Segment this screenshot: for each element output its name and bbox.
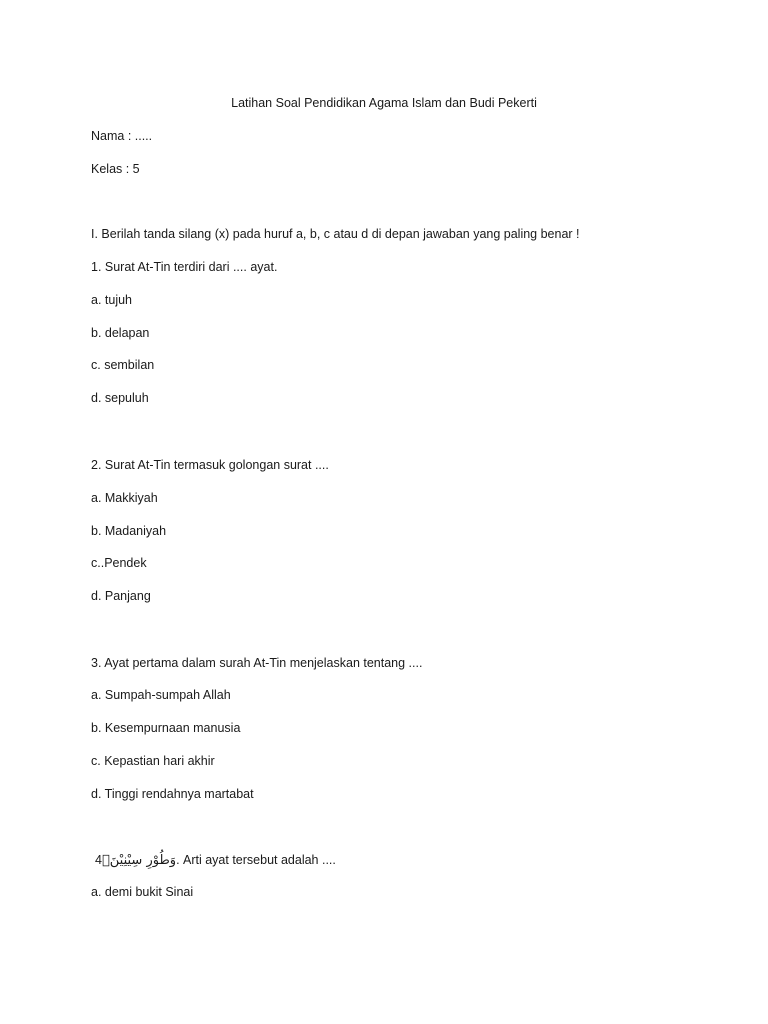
instruction-text: I. Berilah tanda silang (x) pada huruf a, b, c atau d di depan jawaban yang paling benar ! <box>91 227 580 241</box>
class-field: Kelas : 5 <box>91 162 140 176</box>
question-3-option-b: b. Kesempurnaan manusia <box>91 721 241 735</box>
question-1-option-a: a. tujuh <box>91 293 133 307</box>
document-title: Latihan Soal Pendidikan Agama Islam dan Budi Pekerti <box>231 96 537 110</box>
question-1-option-d: d. sepuluh <box>91 391 149 405</box>
question-4-arabic-verse: وَطُوْرِ سِيْنِيْنَۙ <box>101 853 177 868</box>
question-2: 2. Surat At-Tin termasuk golongan surat .... <box>91 458 329 472</box>
question-1-option-c: c. sembilan <box>91 358 155 372</box>
question-2-option-b: b. Madaniyah <box>91 524 167 538</box>
question-4-option-a: a. demi bukit Sinai <box>91 885 194 899</box>
question-3-option-c: c. Kepastian hari akhir <box>91 754 215 768</box>
question-1: 1. Surat At-Tin terdiri dari .... ayat. <box>91 260 278 274</box>
question-2-option-c: c..Pendek <box>91 556 147 570</box>
question-3-option-a: a. Sumpah-sumpah Allah <box>91 688 231 702</box>
question-4 <box>95 852 336 869</box>
question-3-option-d: d. Tinggi rendahnya martabat <box>91 787 254 801</box>
question-1-option-b: b. delapan <box>91 326 150 340</box>
question-4-number: 4 <box>95 853 102 867</box>
question-4-text: . Arti ayat tersebut adalah .... <box>176 853 336 867</box>
question-3: 3. Ayat pertama dalam surah At-Tin menjelaskan tentang .... <box>91 656 423 670</box>
question-2-option-a: a. Makkiyah <box>91 491 158 505</box>
name-field: Nama : ..... <box>91 129 153 143</box>
question-2-option-d: d. Panjang <box>91 589 151 603</box>
